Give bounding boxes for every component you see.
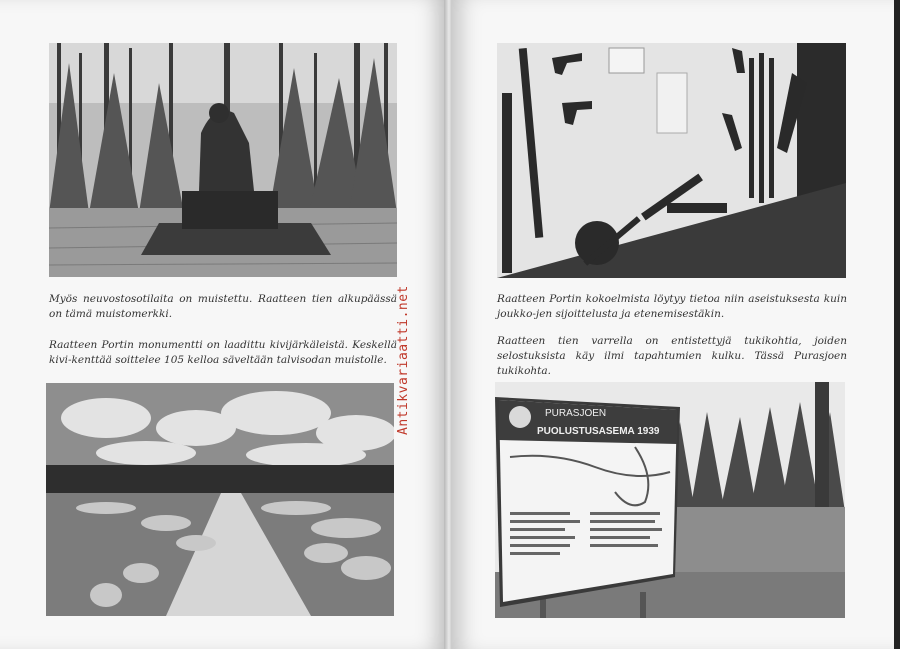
monument-forest-image bbox=[49, 43, 397, 277]
caption-soviet-memorial: Myös neuvostosotilaita on muistettu. Raatteen tien alkupäässä on tämä muistomerkki. bbox=[49, 293, 397, 320]
purasjoki-sign-photo bbox=[495, 382, 845, 618]
weapons-exhibit-photo bbox=[497, 43, 846, 278]
page-edge bbox=[894, 0, 900, 649]
stone-field-image bbox=[46, 383, 394, 616]
weapons-exhibit-image bbox=[497, 43, 846, 278]
caption-collections: Raatteen Portin kokoelmista löytyy tietoa niin aseistuksesta kuin joukko-jen sijoittelusta ja etenemisestäkin. bbox=[497, 293, 847, 320]
monument-photo bbox=[49, 43, 397, 277]
sign-title-line-2: PUOLUSTUSASEMA 1939 bbox=[537, 426, 660, 437]
right-page bbox=[452, 0, 896, 649]
left-page bbox=[0, 0, 446, 649]
purasjoki-sign-image bbox=[495, 382, 845, 618]
stone-field-photo bbox=[46, 383, 394, 616]
caption-purasjoki: Raatteen tien varrella on entistettyjä tukikohtia, joiden selostuksista käy ilmi tapahtumien kulku. Tässä Purasjoen tukikohta. bbox=[497, 335, 847, 377]
sign-title-line-1: PURASJOEN bbox=[545, 408, 607, 419]
coat-of-arms-icon bbox=[509, 406, 531, 428]
watermark-text: Antikvariaatti.net bbox=[396, 285, 411, 435]
caption-raate-gate-monument: Raatteen Portin monumentti on laadittu kivijärkäleistä. Keskellä kivi-kenttää soittelee 105 kelloa säveltään talvisodan muistolle. bbox=[49, 339, 397, 366]
